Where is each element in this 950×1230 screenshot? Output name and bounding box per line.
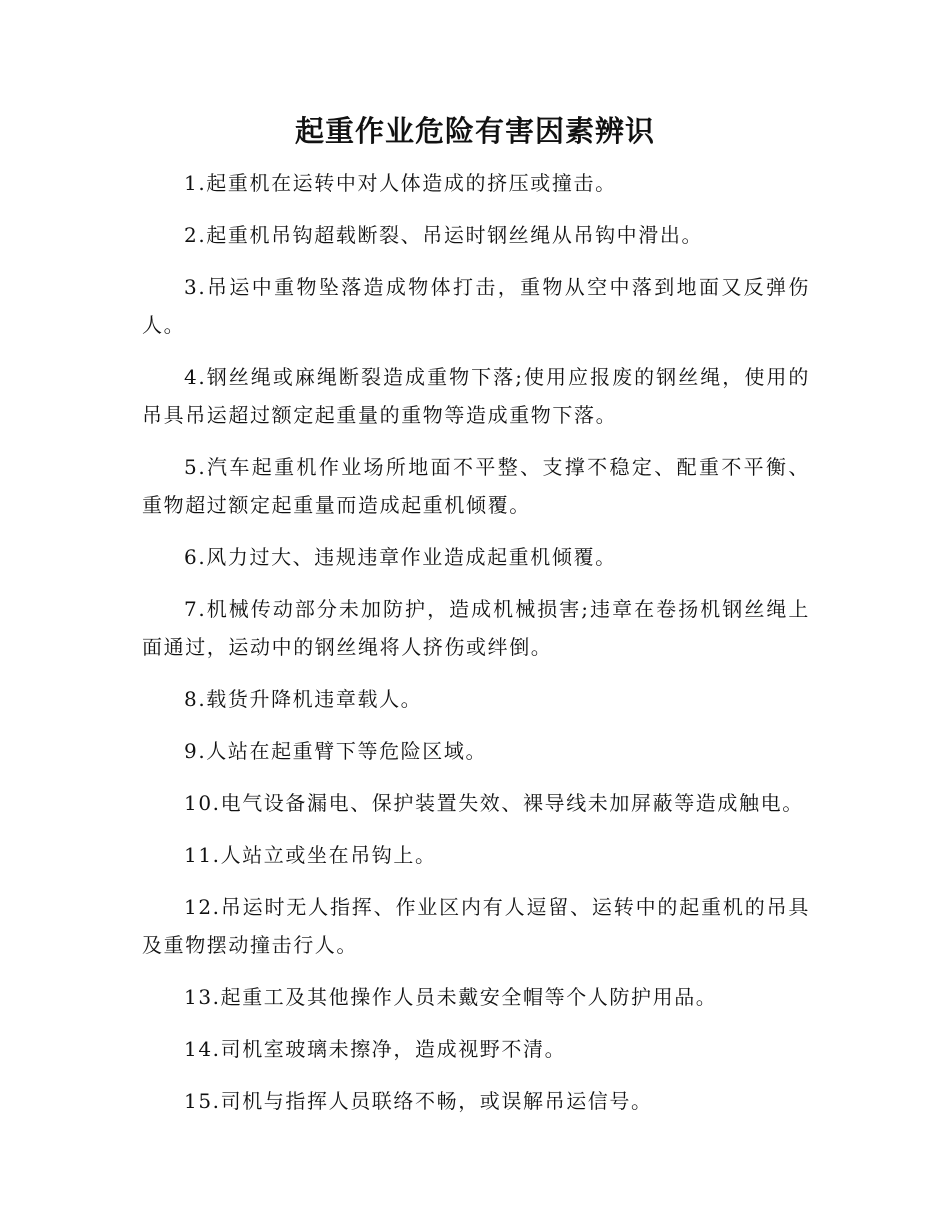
page-title: 起重作业危险有害因素辨识 <box>294 114 655 148</box>
list-item-15: 15.司机与指挥人员联络不畅，或误解吊运信号。 <box>184 1089 653 1113</box>
list-item-14: 14.司机室玻璃未擦净，造成视野不清。 <box>184 1037 567 1061</box>
list-item-2: 2.起重机吊钩超载断裂、吊运时钢丝绳从吊钩中滑出。 <box>184 223 704 247</box>
list-item-8: 8.载货升降机违章载人。 <box>184 687 423 711</box>
list-item-6: 6.风力过大、违规违章作业造成起重机倾覆。 <box>184 545 617 569</box>
list-item-7: 7.机械传动部分未加防护，造成机械损害;违章在卷扬机钢丝绳上面通过，运动中的钢丝绳将人挤伤或绊倒。 <box>142 597 810 659</box>
list-item-3: 3.吊运中重物坠落造成物体打击，重物从空中落到地面又反弹伤人。 <box>142 275 810 337</box>
list-item-5: 5.汽车起重机作业场所地面不平整、支撑不稳定、配重不平衡、重物超过额定起重量而造成起重机倾覆。 <box>142 455 810 517</box>
list-item-13: 13.起重工及其他操作人员未戴安全帽等个人防护用品。 <box>184 985 718 1009</box>
list-item-12: 12.吊运时无人指挥、作业区内有人逗留、运转中的起重机的吊具及重物摆动撞击行人。 <box>142 895 810 957</box>
list-item-1: 1.起重机在运转中对人体造成的挤压或撞击。 <box>184 171 617 195</box>
list-item-10: 10.电气设备漏电、保护装置失效、裸导线未加屏蔽等造成触电。 <box>184 791 804 815</box>
hazard-list <box>142 164 810 1134</box>
list-item-4: 4.钢丝绳或麻绳断裂造成重物下落;使用应报废的钢丝绳，使用的吊具吊运超过额定起重量的重物等造成重物下落。 <box>142 365 810 427</box>
list-item-9: 9.人站在起重臂下等危险区域。 <box>184 739 488 763</box>
list-item-11: 11.人站立或坐在吊钩上。 <box>184 843 437 867</box>
